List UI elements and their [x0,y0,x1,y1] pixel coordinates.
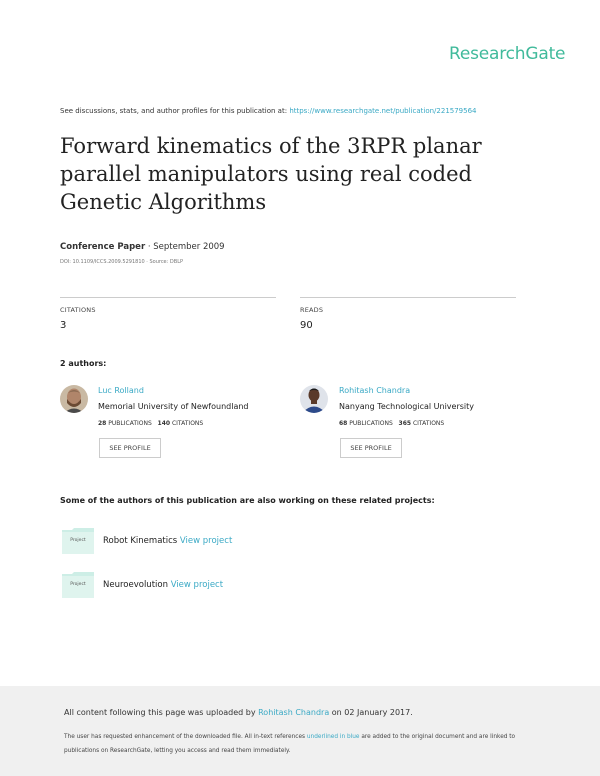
author-stats-1 [98,420,203,427]
upload-notice-post: on 02 January 2017. [329,708,413,717]
citations-count: 3 [60,320,67,331]
avatar-luc-rolland[interactable] [60,385,88,413]
project-folder-icon [62,528,94,554]
author-institution-1: Memorial University of Newfoundland [98,402,249,411]
publication-type-line [60,242,225,252]
project-item-1 [103,536,232,546]
project-icon-label: Project [70,582,86,587]
author-pubs-label-1: PUBLICATIONS [106,420,152,427]
upload-notice [64,708,413,717]
projects-heading: Some of the authors of this publication are also working on these related projects: [60,496,435,505]
intro-line [60,107,477,115]
author-cites-label-1: CITATIONS [170,420,204,427]
citations-divider [60,297,276,298]
view-project-link-1[interactable]: View project [179,536,233,546]
project-name-1: Robot Kinematics [103,536,180,546]
authors-heading: 2 authors: [60,359,107,368]
intro-text: See discussions, stats, and author profiles for this publication at: [60,107,290,115]
author-name-2[interactable]: Rohitash Chandra [339,386,411,395]
publication-title: Forward kinematics of the 3RPR planar parallel manipulators using real coded Genetic Algorithms [60,134,482,214]
enhancement-post: are added to the original document and are linked to publications on ResearchGate, letting you access and read them immediately. [64,734,516,754]
project-folder-icon [62,572,94,598]
enhancement-notice [64,730,544,758]
publication-date: · September 2009 [145,242,225,252]
citations-label: CITATIONS [60,306,96,314]
avatar-image [300,385,328,413]
author-pubs-count-1: 28 [98,420,107,427]
author-institution-2: Nanyang Technological University [339,402,475,411]
publication-type: Conference Paper [60,242,146,252]
publication-link[interactable]: https://www.researchgate.net/publication/221579564 [289,107,477,115]
author-stats-2 [339,420,444,427]
see-profile-button-1[interactable]: SEE PROFILE [99,438,161,458]
avatar-rohitash-chandra[interactable] [300,385,328,413]
upload-notice-pre: All content following this page was uploaded by [64,708,259,717]
reads-label: READS [300,306,324,314]
view-project-link-2[interactable]: View project [170,580,224,590]
enhancement-pre: The user has requested enhancement of the downloaded file. All in-text references [64,734,307,740]
doi-source: DOI: 10.1109/ICCS.2009.5291810 · Source: DBLP [60,259,183,265]
author-cites-count-2: 365 [398,420,412,427]
reads-count: 90 [300,320,313,331]
avatar-image [60,385,88,413]
uploader-link[interactable]: Rohitash Chandra [258,708,330,717]
author-pubs-count-2: 68 [339,420,348,427]
project-name-2: Neuroevolution [103,580,171,590]
author-cites-label-2: CITATIONS [411,420,445,427]
author-pubs-label-2: PUBLICATIONS [347,420,393,427]
see-profile-button-2[interactable]: SEE PROFILE [340,438,402,458]
reads-divider [300,297,516,298]
project-icon-label: Project [70,538,86,543]
researchgate-logo[interactable]: ResearchGate [449,44,566,64]
underlined-link[interactable]: underlined in blue [306,734,360,740]
author-cites-count-1: 140 [157,420,171,427]
author-name-1[interactable]: Luc Rolland [98,386,144,395]
project-item-2 [103,580,223,590]
